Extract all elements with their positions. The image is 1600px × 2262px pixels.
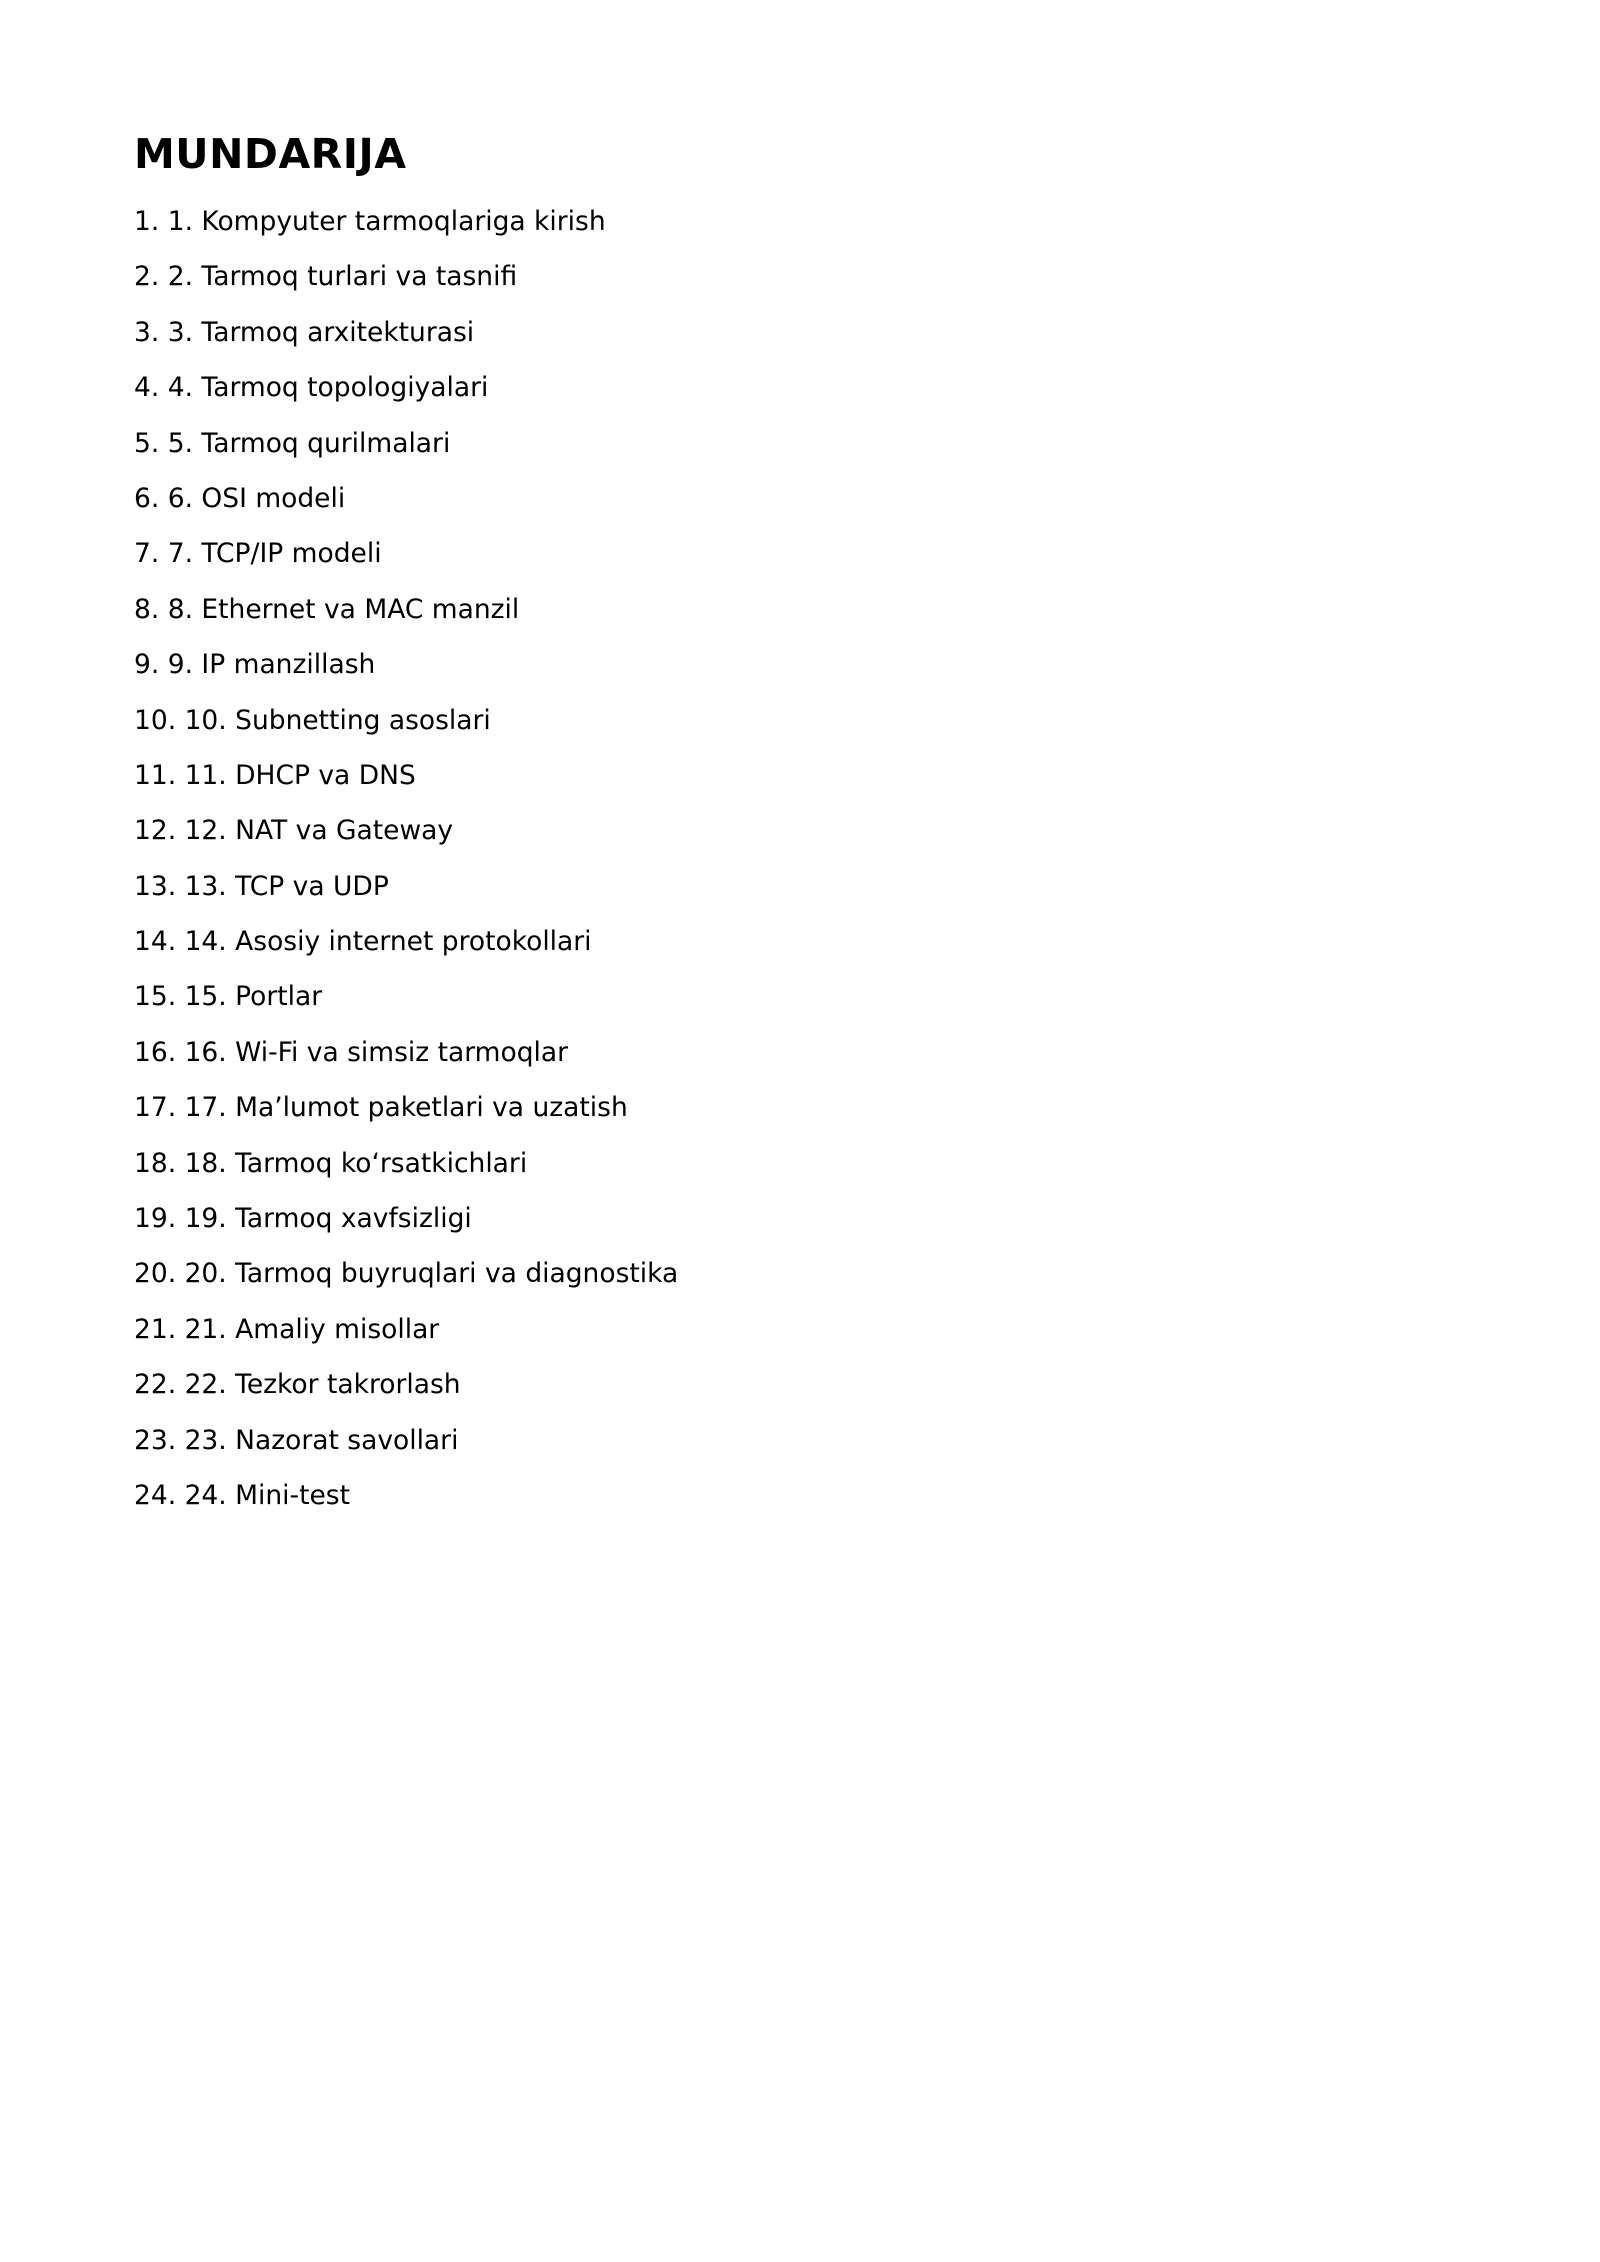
table-of-contents [134, 204, 678, 1533]
toc-item: 21. 21. Amaliy misollar [134, 1313, 440, 1345]
toc-item: 10. 10. Subnetting asoslari [134, 704, 491, 736]
toc-item: 2. 2. Tarmoq turlari va tasnifi [134, 261, 518, 293]
toc-item: 3. 3. Tarmoq arxitekturasi [134, 316, 475, 348]
toc-item: 5. 5. Tarmoq qurilmalari [134, 427, 451, 459]
toc-item: 8. 8. Ethernet va MAC manzil [134, 593, 520, 625]
toc-item: 15. 15. Portlar [134, 981, 323, 1013]
toc-item: 1. 1. Kompyuter tarmoqlariga kirish [134, 206, 606, 237]
toc-item: 13. 13. TCP va UDP [134, 870, 389, 902]
toc-item: 24. 24. Mini-test [134, 1479, 350, 1511]
toc-item: 7. 7. TCP/IP modeli [134, 538, 382, 570]
toc-item: 4. 4. Tarmoq topologiyalari [134, 372, 489, 404]
toc-item: 11. 11. DHCP va DNS [134, 759, 416, 791]
toc-item: 17. 17. Ma’lumot paketlari va uzatish [134, 1092, 628, 1124]
toc-item: 12. 12. NAT va Gateway [134, 815, 454, 847]
toc-item: 6. 6. OSI modeli [134, 482, 346, 514]
toc-item: 16. 16. Wi-Fi va simsiz tarmoqlar [134, 1036, 569, 1068]
toc-item: 20. 20. Tarmoq buyruqlari va diagnostika [134, 1258, 679, 1290]
toc-item: 9. 9. IP manzillash [134, 649, 376, 681]
toc-item: 18. 18. Tarmoq ko‘rsatkichlari [134, 1147, 528, 1179]
toc-item: 19. 19. Tarmoq xavfsizligi [134, 1203, 472, 1235]
toc-item: 22. 22. Tezkor takrorlash [134, 1369, 461, 1401]
toc-item: 14. 14. Asosiy internet protokollari [134, 926, 592, 958]
toc-item: 23. 23. Nazorat savollari [134, 1424, 459, 1456]
page-title: MUNDARIJA [134, 130, 407, 178]
